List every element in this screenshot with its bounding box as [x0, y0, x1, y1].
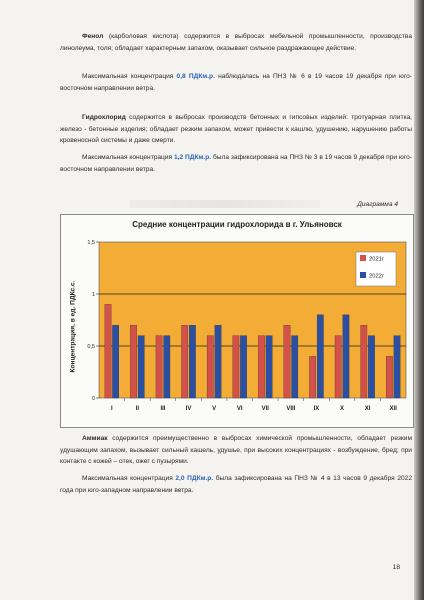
bar-2022-IX — [317, 315, 323, 398]
bar-2021-VI — [233, 336, 239, 398]
phenol-max-paragraph — [60, 71, 412, 94]
bar-2022-III — [164, 336, 170, 398]
legend-swatch — [360, 272, 366, 278]
phenol-max-prefix: Максимальная концентрация — [82, 73, 177, 80]
page-edge-shadow — [414, 0, 424, 600]
legend-label: 2021г — [369, 256, 385, 263]
hcl-chart — [60, 214, 414, 428]
hcl-paragraph — [60, 112, 412, 147]
chart-y-axis-label: Концентрация, в ед. ПДКс.с. — [69, 280, 77, 373]
bar-2021-VIII — [284, 325, 290, 398]
x-tick-label: VII — [261, 406, 269, 412]
ammonia-max-value: 2,0 ПДКм.р. — [175, 475, 214, 482]
x-tick-label: XI — [364, 406, 371, 412]
y-tick-label: 0 — [91, 396, 95, 402]
phenol-max-suffix: наблюдалась на ПНЗ № 6 в 19 часов 19 декабря при юго-восточном направлении ветра. — [60, 73, 412, 92]
bar-2021-I — [105, 304, 111, 398]
hcl-max-paragraph — [60, 152, 412, 175]
x-tick-label: I — [110, 406, 113, 412]
hcl-max-prefix: Максимальная концентрация — [82, 154, 174, 161]
ammonia-paragraph — [60, 433, 412, 468]
page-number: 18 — [392, 564, 400, 571]
bar-2022-II — [138, 336, 144, 398]
ammonia-max-paragraph — [60, 473, 412, 496]
y-tick-label: 0,5 — [87, 344, 95, 350]
x-tick-label: XII — [389, 406, 397, 412]
bar-2021-VII — [258, 336, 264, 398]
ammonia-max-suffix: была зафиксирована на ПНЗ № 4 в 13 часов 9 декабря 2022 года при юго-западном направлении ветра. — [60, 475, 412, 494]
ammonia-max-prefix: Максимальная концентрация — [82, 475, 176, 482]
x-tick-label: III — [160, 406, 166, 412]
chart-plot — [61, 215, 413, 427]
bar-2021-XII — [386, 356, 392, 398]
ammonia-description: содержится преимущественно в выбросах химической промышленности, обладает резким удушающим запахом, вызывает сильный кашель, удушье, при высоких концентрациях - возбуждение, бред; при контакте с кожей – отек, ожег с пузырями. — [60, 435, 412, 466]
bar-2022-XI — [368, 336, 374, 398]
legend-label: 2022г — [369, 273, 385, 280]
phenol-paragraph — [60, 31, 412, 54]
x-tick-label: IV — [185, 406, 192, 412]
chart-title: Средние концентрации гидрохлорида в г. Ульяновск — [132, 220, 342, 229]
bar-2021-X — [335, 336, 341, 398]
bar-2021-III — [156, 336, 162, 398]
x-tick-label: II — [135, 406, 140, 412]
bleed-through-smudge — [130, 200, 320, 208]
x-tick-label: VI — [236, 406, 243, 412]
ammonia-term: Аммиак — [82, 435, 108, 442]
bar-2021-XI — [361, 325, 367, 398]
hcl-max-suffix: была зафиксирована на ПНЗ № 3 в 19 часов 9 декабря при юго-восточном направлении ветра. — [60, 154, 412, 173]
bar-2021-IX — [309, 356, 315, 398]
x-tick-label: V — [212, 406, 217, 412]
x-tick-label: VIII — [286, 406, 296, 412]
bar-2022-X — [343, 315, 349, 398]
bar-2022-I — [112, 325, 118, 398]
bar-2022-VII — [266, 336, 272, 398]
bar-2022-XII — [394, 336, 400, 398]
legend-swatch — [360, 255, 366, 261]
y-tick-label: 1 — [91, 292, 95, 298]
hcl-description: содержится в выбросах производств бетонных и гипсовых изделий: тротуарная плитка, железо - бетонные изделия; обладает резким запахом, может привести к кашлю, удушению, нарушению работы кровеносной системы и даже смерти. — [60, 114, 412, 145]
hcl-term: Гидрохлорид — [82, 114, 126, 121]
phenol-term: Фенол — [82, 33, 104, 40]
bar-2021-II — [130, 325, 136, 398]
bar-2022-IV — [189, 325, 195, 398]
diagram-label: Диаграмма 4 — [357, 201, 398, 208]
bar-2022-V — [215, 325, 221, 398]
x-tick-label: IX — [313, 406, 320, 412]
y-tick-label: 1,5 — [87, 240, 95, 246]
bar-2021-IV — [182, 325, 188, 398]
phenol-description: (карболовая кислота) содержится в выбросах мебельной промышленности, производства линолеума, толя; обладает характерным запахом, оказывает сильное раздражающее действие. — [60, 33, 412, 52]
bar-2021-V — [207, 336, 213, 398]
x-tick-label: X — [340, 406, 345, 412]
phenol-max-value: 0,8 ПДКм.р. — [176, 73, 215, 80]
bar-2022-VIII — [292, 336, 298, 398]
hcl-max-value: 1,2 ПДКм.р. — [173, 154, 212, 161]
bar-2022-VI — [240, 336, 246, 398]
